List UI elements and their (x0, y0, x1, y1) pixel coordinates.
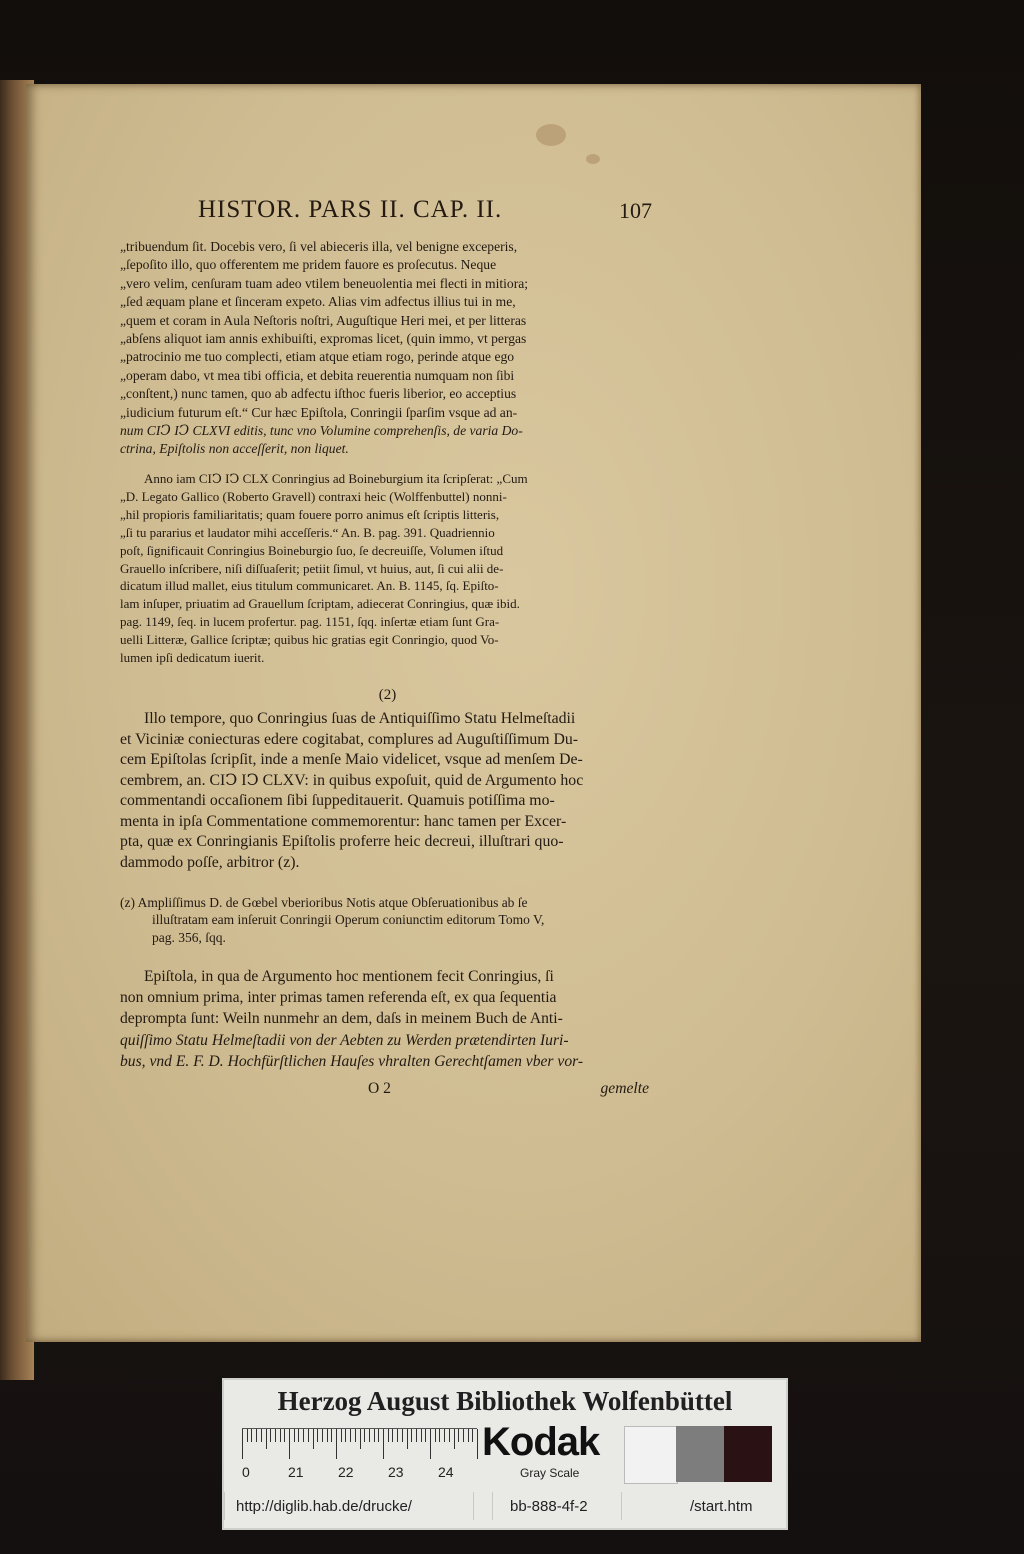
text-line: poſt, ſignificauit Conringius Boineburgio ſuo, ſe decreuiſſe, Volumen iſtud (120, 542, 504, 558)
ruler-tick (388, 1429, 389, 1442)
ruler-tick (360, 1429, 361, 1449)
page-footer (120, 1080, 655, 1102)
anno-paragraph (120, 470, 655, 667)
ruler-tick (322, 1429, 323, 1442)
text-line: pta, quæ ex Conringianis Epiſtolis proferre heic decreui, illuſtrari quo- (120, 833, 564, 850)
text-line: „iudicium futurum eſt.“ Cur hæc Epiſtola, Conringii ſparſim vsque ad an- (120, 404, 518, 420)
ruler-tick (289, 1429, 290, 1459)
measurement-ruler (242, 1428, 477, 1459)
ruler-tick (458, 1429, 459, 1442)
ruler-tick (294, 1429, 295, 1442)
text-line: Illo tempore, quo Conringius ſuas de Antiquiſſimo Statu Helmeſtadii (144, 710, 576, 727)
epistola-paragraph (120, 966, 655, 1072)
ruler-tick (313, 1429, 314, 1449)
ruler-tick (350, 1429, 351, 1442)
main-paragraph (120, 709, 655, 873)
ruler-tick (449, 1429, 450, 1442)
ruler-tick (416, 1429, 417, 1442)
url-left: http://diglib.hab.de/drucke/ (236, 1498, 412, 1515)
ruler-tick (341, 1429, 342, 1442)
ruler-tick (247, 1429, 248, 1442)
footnote-line: illuſtratam eam inſeruit Conringii Operum coniunctim editorum Tomo V, (152, 912, 545, 928)
ruler-tick (421, 1429, 422, 1442)
ruler-tick (256, 1429, 257, 1442)
ruler-tick (275, 1429, 276, 1442)
text-line: lumen ipſi dedicatum iuerit. (120, 650, 265, 666)
running-head: HISTOR. PARS II. CAP. II. (198, 196, 503, 223)
text-line: pag. 1149, ſeq. in lucem profertur. pag. 1151, ſqq. inſertæ etiam ſunt Gra- (120, 614, 500, 630)
ruler-tick (327, 1429, 328, 1442)
text-line: uelli Litteræ, Gallice ſcriptæ; quibus hic gratias egit Conringio, quod Vo- (120, 632, 499, 648)
ruler-tick (261, 1429, 262, 1442)
color-target-card (222, 1378, 788, 1530)
page-stain (586, 154, 600, 164)
footnote-line: pag. 356, ſqq. (152, 929, 226, 945)
ruler-label: 0 (242, 1464, 250, 1480)
ruler-tick (280, 1429, 281, 1442)
ruler-tick (430, 1429, 431, 1459)
ruler-tick (345, 1429, 346, 1442)
text-line: cem Epiſtolas ſcripſit, inde a menſe Maio videlicet, vsque ad menſem De- (120, 751, 583, 768)
ruler-tick (439, 1429, 440, 1442)
text-line: „ſed æquam plane et ſinceram expeto. Alias vim adfectus illius tui in me, (120, 294, 516, 310)
ruler-tick (303, 1429, 304, 1442)
text-line: ctrina, Epiſtolis non acceſſerit, non liquet. (120, 441, 349, 457)
text-line: dammodo poſſe, arbitror (z). (120, 853, 300, 871)
text-line: menta in ipſa Commentatione commemorentur: hanc tamen per Excer- (120, 812, 567, 830)
ruler-tick (477, 1429, 478, 1459)
gray-swatch-mid (676, 1426, 724, 1482)
text-line: „tribuendum ſit. Docebis vero, ſi vel abieceris illa, vel benigne exceperis, (120, 239, 518, 254)
ruler-tick (392, 1429, 393, 1442)
text-line: „quem et coram in Aula Neſtoris noſtri, Auguſtique Heri mei, et per litteras (120, 312, 527, 328)
text-line: Epiſtola, in qua de Argumento hoc mentionem fecit Conringius, ſi (144, 968, 554, 985)
text-line: commentandi occaſionem ſibi ſuppeditauerit. Quamuis potiſſima mo- (120, 792, 555, 809)
ruler-tick (402, 1429, 403, 1442)
ruler-label: 23 (388, 1464, 404, 1480)
ruler-label: 21 (288, 1464, 304, 1480)
ruler-tick (369, 1429, 370, 1442)
text-line: num CIↃ IↃ CLXVI editis, tunc vno Volumine comprehenſis, de varia Do- (120, 423, 523, 439)
ruler-tick (374, 1429, 375, 1442)
page-number: 107 (619, 198, 652, 223)
text-line: non omnium prima, inter primas tamen referenda eſt, ex qua ſequentia (120, 989, 557, 1007)
text-line: „patrocinio me tuo complecti, etiam atque etiam rogo, perinde atque ego (120, 349, 515, 365)
text-line: lam inſuper, priuatim ad Grauellum ſcriptam, adiecerat Conringius, quæ ibid. (120, 596, 520, 612)
ruler-tick (397, 1429, 398, 1442)
footnote-line: (z) Ampliſſimus D. de Gœbel vberioribus Notis atque Obſeruationibus ab ſe (120, 895, 528, 910)
text-line: dicatum illud mallet, eius titulum communicaret. An. B. 1145, ſq. Epiſto- (120, 578, 499, 594)
gray-swatch-white (624, 1426, 678, 1484)
text-line: et Viciniæ coniecturas edere cogitabat, complures ad Auguſtiſſimum Du- (120, 730, 579, 748)
ruler-tick (270, 1429, 271, 1442)
text-line: deprompta ſunt: Weiln nunmehr an dem, daſs in meinem Buch de Anti- (120, 1010, 563, 1028)
text-line: „vero velim, cenſuram tuam adeo vtilem beneuolentia mei flecti in mitiora; (120, 275, 529, 291)
ruler-tick (407, 1429, 408, 1449)
ruler-tick (355, 1429, 356, 1442)
catchword: gemelte (600, 1080, 649, 1097)
signature-mark: O 2 (368, 1080, 391, 1097)
ruler-tick (331, 1429, 332, 1442)
shelfmark: bb-888-4f-2 (510, 1498, 588, 1515)
text-line: bus, vnd E. F. D. Hochfürſtlichen Hauſes vhralten Gerechtſamen vber vor- (120, 1052, 584, 1070)
text-line: „hil propioris familiaritatis; quam fouere porro animus eſt ſcriptis litteris, (120, 506, 500, 522)
ruler-tick (251, 1429, 252, 1442)
text-line: „ſepoſito illo, quo offerentem me pridem fauore es proſecutus. Neque (120, 257, 497, 273)
url-right: /start.htm (690, 1498, 753, 1515)
text-line: „conſtent,) nunc tamen, quo ab adfectu iſthoc fueris liberior, eo acceptius (120, 386, 517, 402)
ruler-tick (463, 1429, 464, 1442)
page-stain (536, 124, 566, 146)
kodak-logo: Kodak (482, 1420, 600, 1464)
ruler-tick (242, 1429, 243, 1459)
ruler-tick (317, 1429, 318, 1442)
text-line: Anno iam CIↃ IↃ CLX Conringius ad Boineburgium ita ſcripſerat: „Cum (144, 471, 528, 486)
library-name: Herzog August Bibliothek Wolfenbüttel (277, 1386, 733, 1416)
ruler-tick (411, 1429, 412, 1442)
text-line: „abſens aliquot iam annis exhibuiſti, expromas licet, (quin immo, vt pergas (120, 331, 527, 347)
ruler-label: 22 (338, 1464, 354, 1480)
ruler-tick (284, 1429, 285, 1442)
text-line: „D. Legato Gallico (Roberto Gravell) contraxi heic (Wolffenbuttel) nonni- (120, 488, 507, 504)
page-header (172, 196, 662, 230)
ruler-tick (336, 1429, 337, 1459)
text-line: „operam dabo, vt mea tibi officia, et debita reuerentia numquam non ſibi (120, 367, 515, 383)
ruler-tick (383, 1429, 384, 1459)
ruler-tick (378, 1429, 379, 1442)
letter-quote-paragraph (120, 238, 655, 459)
ruler-tick (425, 1429, 426, 1442)
ruler-tick (308, 1429, 309, 1442)
text-line: Grauello inſcribere, niſi diſſuaſerit; petiit ſimul, vt huius, aut, ſi cui alii de- (120, 560, 504, 576)
ruler-labels (242, 1464, 482, 1482)
gray-scale-label: Gray Scale (520, 1466, 580, 1480)
text-line: cembrem, an. CIↃ IↃ CLXV: in quibus expoſuit, quid de Argumento hoc (120, 771, 584, 789)
footnote (120, 894, 655, 946)
text-line: quiſſimo Statu Helmeſtadii von der Aebten zu Werden prætendirten Iuri- (120, 1031, 569, 1049)
card-footer (224, 1492, 786, 1520)
ruler-tick (454, 1429, 455, 1449)
ruler-tick (364, 1429, 365, 1442)
ruler-label: 24 (438, 1464, 454, 1480)
ruler-tick (435, 1429, 436, 1442)
ruler-tick (472, 1429, 473, 1442)
ruler-tick (266, 1429, 267, 1449)
ruler-tick (444, 1429, 445, 1442)
text-line: „ſi tu pararius et laudator mihi acceſſeris.“ An. B. pag. 391. Quadriennio (120, 524, 495, 540)
ruler-tick (298, 1429, 299, 1442)
gray-swatch-dark (724, 1426, 772, 1482)
section-number: (2) (378, 687, 397, 703)
ruler-tick (468, 1429, 469, 1442)
